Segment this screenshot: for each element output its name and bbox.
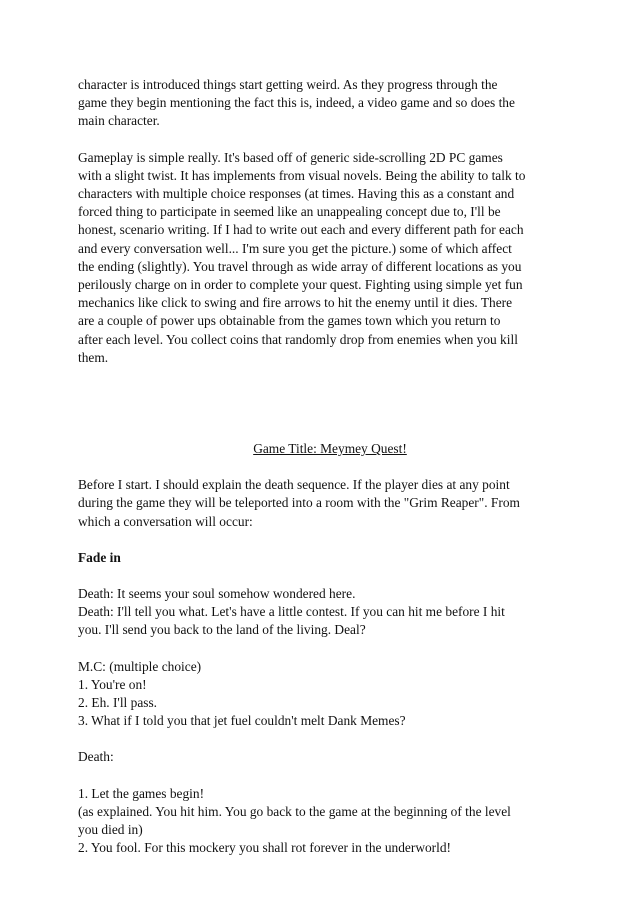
- document-body: [78, 76, 578, 858]
- text-line: main character.: [78, 113, 160, 129]
- text-line: and every conversation well... I'm sure you get the picture.) some of which affect: [78, 240, 512, 256]
- text-line: Before I start. I should explain the death sequence. If the player dies at any point: [78, 477, 510, 493]
- fade-in-heading: Fade in: [78, 549, 121, 565]
- response-line: (as explained. You hit him. You go back to the game at the beginning of the level: [78, 803, 511, 819]
- text-line: them.: [78, 349, 109, 365]
- text-line: mechanics like click to swing and fire arrows to hit the enemy until it dies. There: [78, 295, 513, 311]
- death-label: Death:: [78, 749, 114, 765]
- death-responses: [78, 785, 578, 858]
- text-line: characters with multiple choice responses (at times. Having this as a constant and: [78, 186, 515, 202]
- text-line: with a slight twist. It has implements from visual novels. Being the ability to talk to: [78, 167, 526, 183]
- text-line: perilously charge on in order to complete your quest. Fighting using simple yet fun: [78, 277, 523, 293]
- choice-line: 1. You're on!: [78, 676, 147, 692]
- text-line: the ending (slightly). You travel through as wide array of different locations as you: [78, 258, 522, 274]
- text-line: character is introduced things start getting weird. As they progress through the: [78, 77, 498, 92]
- death-intro-paragraph: [78, 476, 578, 531]
- response-line: you died in): [78, 822, 143, 838]
- text-line: Gameplay is simple really. It's based off of generic side-scrolling 2D PC games: [78, 149, 503, 165]
- gameplay-paragraph: [78, 149, 578, 367]
- death-dialogue: [78, 585, 578, 640]
- text-line: are a couple of power ups obtainable from the games town which you return to: [78, 313, 501, 329]
- choice-line: 2. Eh. I'll pass.: [78, 695, 158, 711]
- choice-line: M.C: (multiple choice): [78, 658, 202, 674]
- dialogue-line: Death: I'll tell you what. Let's have a little contest. If you can hit me before I hit: [78, 604, 505, 620]
- text-line: after each level. You collect coins that randomly drop from enemies when you kill: [78, 331, 518, 347]
- response-line: 2. You fool. For this mockery you shall rot forever in the underworld!: [78, 840, 452, 856]
- text-line: honest, scenario writing. If I had to write out each and every different path for each: [78, 222, 524, 238]
- text-line: during the game they will be teleported into a room with the "Grim Reaper". From: [78, 495, 520, 511]
- text-line: which a conversation will occur:: [78, 513, 253, 529]
- mc-choices: [78, 658, 578, 731]
- text-line: game they begin mentioning the fact this is, indeed, a video game and so does the: [78, 95, 515, 111]
- dialogue-line: you. I'll send you back to the land of the living. Deal?: [78, 622, 366, 638]
- text-line: forced thing to participate in seemed like an unappealing concept due to, I'll be: [78, 204, 501, 220]
- intro-paragraph: [78, 76, 578, 131]
- choice-line: 3. What if I told you that jet fuel couldn't melt Dank Memes?: [78, 713, 406, 729]
- dialogue-line: Death: It seems your soul somehow wondered here.: [78, 586, 356, 602]
- game-title: Game Title: Meymey Quest!: [253, 441, 407, 457]
- response-line: 1. Let the games begin!: [78, 785, 205, 801]
